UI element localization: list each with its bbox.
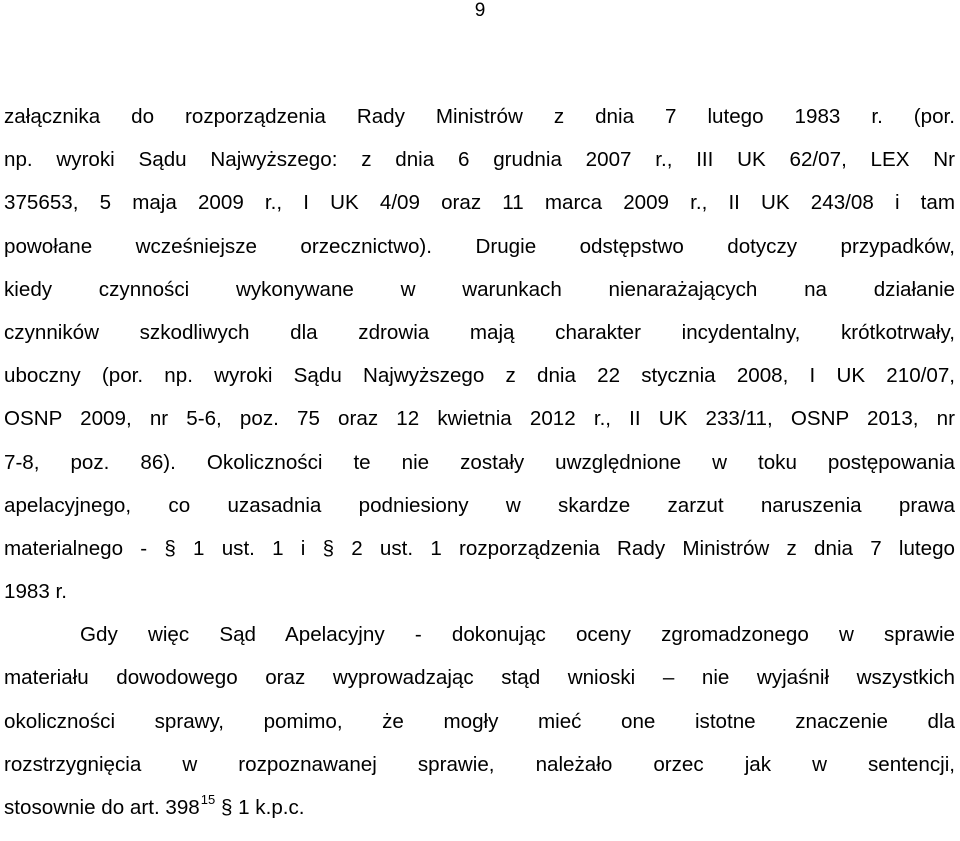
text-line: załącznika do rozporządzenia Rady Ministrów z dnia 7 lutego 1983 r. (por. xyxy=(4,105,955,128)
text-line: np. wyroki Sądu Najwyższego: z dnia 6 grudnia 2007 r., III UK 62/07, LEX Nr xyxy=(4,148,955,172)
citation-text-end: § 1 k.p.c. xyxy=(215,796,305,819)
text-line: Gdy więc Sąd Apelacyjny - dokonując oceny zgromadzonego w sprawie xyxy=(80,623,955,647)
citation-text: stosownie do art. 398 xyxy=(4,796,200,819)
text-line: okoliczności sprawy, pomimo, że mogły mieć one istotne znaczenie dla xyxy=(4,709,955,733)
text-line: 1983 r. xyxy=(4,580,67,604)
text-line-final xyxy=(4,786,955,829)
text-line: 7-8, poz. 86). Okoliczności te nie zostały uwzględnione w toku postępowania xyxy=(4,450,955,474)
text-line: powołane wcześniejsze orzecznictwo). Drugie odstępstwo dotyczy przypadków, xyxy=(4,234,955,258)
article-superscript: 15 xyxy=(200,792,216,807)
text-line: czynników szkodliwych dla zdrowia mają charakter incydentalny, krótkotrwały, xyxy=(4,320,955,344)
text-line: materialnego - § 1 ust. 1 i § 2 ust. 1 rozporządzenia Rady Ministrów z dnia 7 lutego xyxy=(4,536,955,560)
text-line: OSNP 2009, nr 5-6, poz. 75 oraz 12 kwietnia 2012 r., II UK 233/11, OSNP 2013, nr xyxy=(4,407,955,431)
text-line: rozstrzygnięcia w rozpoznawanej sprawie, należało orzec jak w sentencji, xyxy=(4,752,955,776)
document-body xyxy=(4,95,955,829)
paragraph-1 xyxy=(4,95,955,613)
text-line: 375653, 5 maja 2009 r., I UK 4/09 oraz 11 marca 2009 r., II UK 243/08 i tam xyxy=(4,191,955,215)
text-line: uboczny (por. np. wyroki Sądu Najwyższego z dnia 22 stycznia 2008, I UK 210/07, xyxy=(4,364,955,388)
text-line: kiedy czynności wykonywane w warunkach nienarażających na działanie xyxy=(4,277,955,301)
text-line: materiału dowodowego oraz wyprowadzając stąd wnioski – nie wyjaśnił wszystkich xyxy=(4,666,955,690)
paragraph-2 xyxy=(4,613,955,829)
text-line: apelacyjnego, co uzasadnia podniesiony w skardze zarzut naruszenia prawa xyxy=(4,493,955,517)
page-number: 9 xyxy=(474,0,486,21)
